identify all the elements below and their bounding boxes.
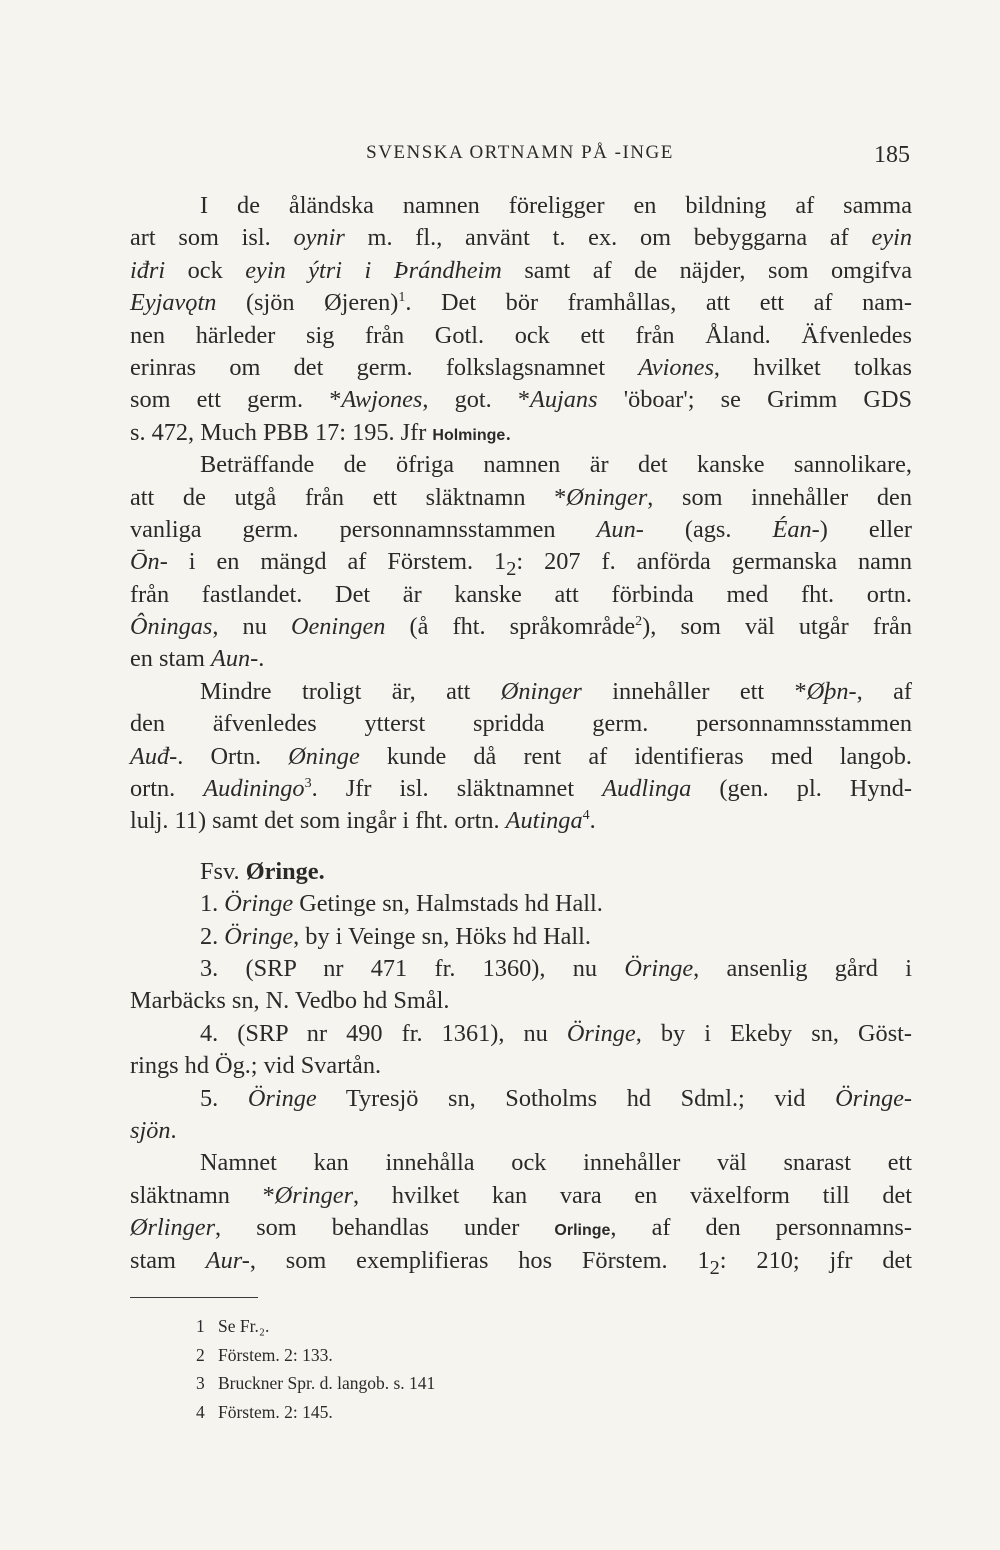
footnote-number: 3	[196, 1373, 205, 1393]
footnotes	[196, 1312, 435, 1426]
footnote	[196, 1341, 435, 1370]
text-line: 2. Öringe, by i Veinge sn, Höks hd Hall.	[200, 922, 591, 950]
footnote-text: Förstem. 2: 145.	[218, 1401, 333, 1422]
footnote	[196, 1369, 435, 1398]
text-line: nen härleder sig från Gotl. ock ett från Åland. Äfvenledes	[130, 321, 912, 349]
footnote	[196, 1312, 435, 1341]
footnote-rule	[130, 1297, 258, 1298]
page-number: 185	[874, 142, 910, 168]
text-line: 4. (SRP nr 490 fr. 1361), nu Öringe, by i Ekeby sn, Göst-	[200, 1019, 912, 1047]
text-line: iđri ock eyin ýtri i Þrándheim samt af de näjder, som omgifva	[130, 256, 912, 284]
footnote-number: 1	[196, 1316, 205, 1336]
text-line: s. 472, Much PBB 17: 195. Jfr Holminge.	[130, 418, 512, 446]
text-line: Ørlinger, som behandlas under Orlinge, af den personnamns-	[130, 1214, 912, 1242]
text-line: Eyjavǫtn (sjön Øjeren)$^1$. Det bör framhållas, att ett af nam-	[130, 289, 912, 317]
text-line: att de utgå från ett släktnamn *Øninger, som innehåller den	[130, 483, 912, 511]
text-line: 3. (SRP nr 471 fr. 1360), nu Öringe, ansenlig gård i	[200, 954, 912, 982]
text-line: från fastlandet. Det är kanske att förbinda med fht. ortn.	[130, 580, 912, 608]
text-line: Ōn- i en mängd af Förstem. $1_2$: 207 f. anförda germanska namn	[130, 548, 913, 581]
text-line: Namnet kan innehålla ock innehåller väl snarast ett	[200, 1149, 912, 1177]
text-line: vanliga germ. personnamnsstammen Aun- (ags. Éan-) eller	[130, 515, 913, 543]
text-line: stam Aur-, som exemplifieras hos Förstem. $1_2$: 210; jfr det	[130, 1246, 912, 1279]
text-line: erinras om det germ. folkslagsnamnet Aviones, hvilket tolkas	[130, 353, 912, 381]
text-line: Fsv. Øringe.	[200, 857, 325, 885]
text-line: art som isl. oynir m. fl., använt t. ex. om bebyggarna af eyin	[130, 224, 913, 252]
text-line: en stam Aun-.	[130, 645, 265, 673]
text-line: Beträffande de öfriga namnen är det kanske sannolikare,	[200, 451, 912, 479]
page-header	[130, 142, 910, 172]
paragraph-gap	[130, 838, 912, 856]
text-line: Auđ-. Ortn. Øninge kunde då rent af identifieras med langob.	[130, 742, 912, 770]
text-line: den äfvenledes ytterst spridda germ. personnamnsstammen	[130, 710, 912, 738]
footnote-number: 2	[196, 1344, 205, 1365]
text-line: lulj. 11) samt det som ingår i fht. ortn. Autinga$^4$.	[130, 807, 596, 835]
text-line: sjön.	[130, 1116, 177, 1144]
text-line: 5. Öringe Tyresjö sn, Sotholms hd Sdml.; vid Öringe-	[200, 1084, 912, 1112]
footnote-text: Förstem. 2: 133.	[218, 1344, 333, 1365]
text-line: som ett germ. *Awjones, got. *Aujans 'öboar'; se Grimm GDS	[130, 386, 913, 414]
footnote-text: Bruckner Spr. d. langob. s. 141	[218, 1373, 436, 1393]
footnote-text: Se Fr.₂.	[218, 1316, 270, 1336]
text-line: rings hd Ög.; vid Svartån.	[130, 1052, 382, 1080]
text-line: 1. Öringe Getinge sn, Halmstads hd Hall.	[200, 890, 603, 918]
footnote	[196, 1398, 435, 1427]
footnote-number: 4	[196, 1401, 205, 1422]
text-line: släktnamn *Øringer, hvilket kan vara en växelform till det	[130, 1181, 912, 1209]
text-line: ortn. Audiningo$^3$. Jfr isl. släktnamnet Audlinga (gen. pl. Hynd-	[130, 775, 912, 803]
body-text	[130, 190, 912, 1277]
text-line: I de åländska namnen föreligger en bildning af samma	[200, 192, 912, 219]
text-line: Ôningas, nu Oeningen (å fht. språkområde$^2$), som väl utgår från	[130, 613, 912, 641]
running-head: SVENSKA ORTNAMN PÅ -INGE	[366, 142, 674, 163]
text-line: Mindre troligt är, att Øninger innehåller ett *Øþn-, af	[200, 677, 912, 705]
text-line: Marbäcks sn, N. Vedbo hd Smål.	[130, 987, 450, 1015]
